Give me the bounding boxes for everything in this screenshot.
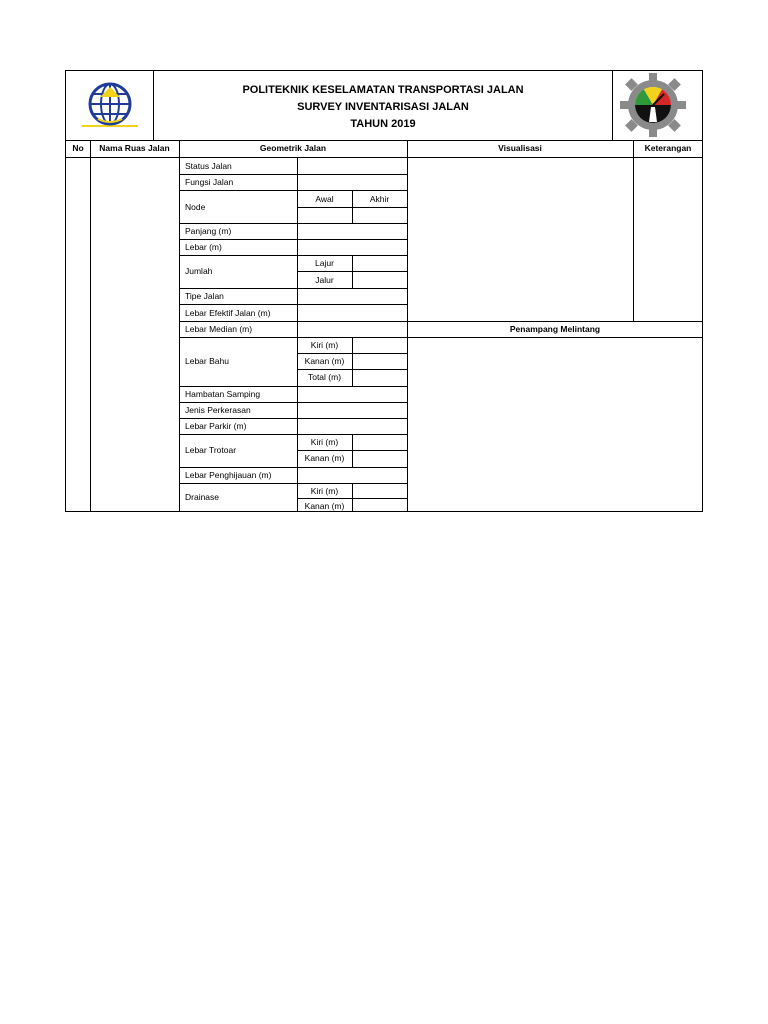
bahu-divider <box>352 337 353 386</box>
rule-penampang-bottom <box>407 337 703 338</box>
label-lebar-efektif: Lebar Efektif Jalan (m) <box>185 308 271 318</box>
label-lebar-penghijauan: Lebar Penghijauan (m) <box>185 470 272 480</box>
label-lebar-parkir: Lebar Parkir (m) <box>185 421 247 431</box>
label-node: Node <box>185 202 206 212</box>
penampang-melintang-header: Penampang Melintang <box>509 324 601 334</box>
label-lebar-bahu: Lebar Bahu <box>185 356 229 366</box>
pktj-logo <box>618 72 688 138</box>
label-drainase-kanan: Kanan (m) <box>304 501 345 511</box>
rule-penghijauan <box>179 483 407 484</box>
label-jenis-perkerasan: Jenis Perkerasan <box>185 405 251 415</box>
ministry-logo <box>78 79 142 131</box>
col-header-no: No <box>72 143 84 153</box>
col-divider-nama <box>179 140 180 512</box>
label-lajur: Lajur <box>315 258 334 268</box>
label-drainase-kiri: Kiri (m) <box>310 486 339 496</box>
col-header-nama-ruas-jalan: Nama Ruas Jalan <box>99 143 170 153</box>
label-drainase: Drainase <box>185 492 220 502</box>
col-header-keterangan: Keterangan <box>644 143 692 153</box>
label-lebar-median: Lebar Median (m) <box>185 324 253 334</box>
label-trotoar-kanan: Kanan (m) <box>304 453 345 463</box>
label-trotoar-kiri: Kiri (m) <box>310 437 339 447</box>
label-hambatan-samping: Hambatan Samping <box>185 389 261 399</box>
label-bahu-kanan: Kanan (m) <box>304 356 345 366</box>
header-divider-right <box>612 71 613 140</box>
col-divider-visualisasi <box>633 140 634 321</box>
label-jumlah: Jumlah <box>185 266 213 276</box>
rule-header-bottom <box>66 157 703 158</box>
globe-emblem-icon <box>78 79 142 131</box>
survey-form <box>65 70 703 512</box>
label-bahu-kiri: Kiri (m) <box>310 340 339 350</box>
jumlah-divider <box>352 255 353 288</box>
rule-lebar <box>179 255 407 256</box>
col-divider-no <box>90 140 91 512</box>
trotoar-divider <box>352 434 353 467</box>
gear-emblem-icon <box>618 72 688 138</box>
drainase-divider <box>352 483 353 512</box>
rule-parkir <box>179 434 407 435</box>
form-title-line2: SURVEY INVENTARISASI JALAN <box>297 101 469 113</box>
label-akhir: Akhir <box>369 194 390 204</box>
form-title-line3: TAHUN 2019 <box>350 118 416 130</box>
form-title-line1: POLITEKNIK KESELAMATAN TRANSPORTASI JALAN <box>242 84 524 96</box>
label-bahu-total: Total (m) <box>307 372 342 382</box>
label-fungsi-jalan: Fungsi Jalan <box>185 177 234 187</box>
label-panjang: Panjang (m) <box>185 226 232 236</box>
label-lebar-trotoar: Lebar Trotoar <box>185 445 237 455</box>
label-lebar: Lebar (m) <box>185 242 222 252</box>
label-tipe-jalan: Tipe Jalan <box>185 291 224 301</box>
col-header-visualisasi: Visualisasi <box>498 143 542 153</box>
label-status-jalan: Status Jalan <box>185 161 232 171</box>
col-header-geometrik-jalan: Geometrik Jalan <box>259 143 327 153</box>
rule-median <box>179 337 407 338</box>
label-jalur: Jalur <box>315 275 334 285</box>
label-awal: Awal <box>315 194 334 204</box>
